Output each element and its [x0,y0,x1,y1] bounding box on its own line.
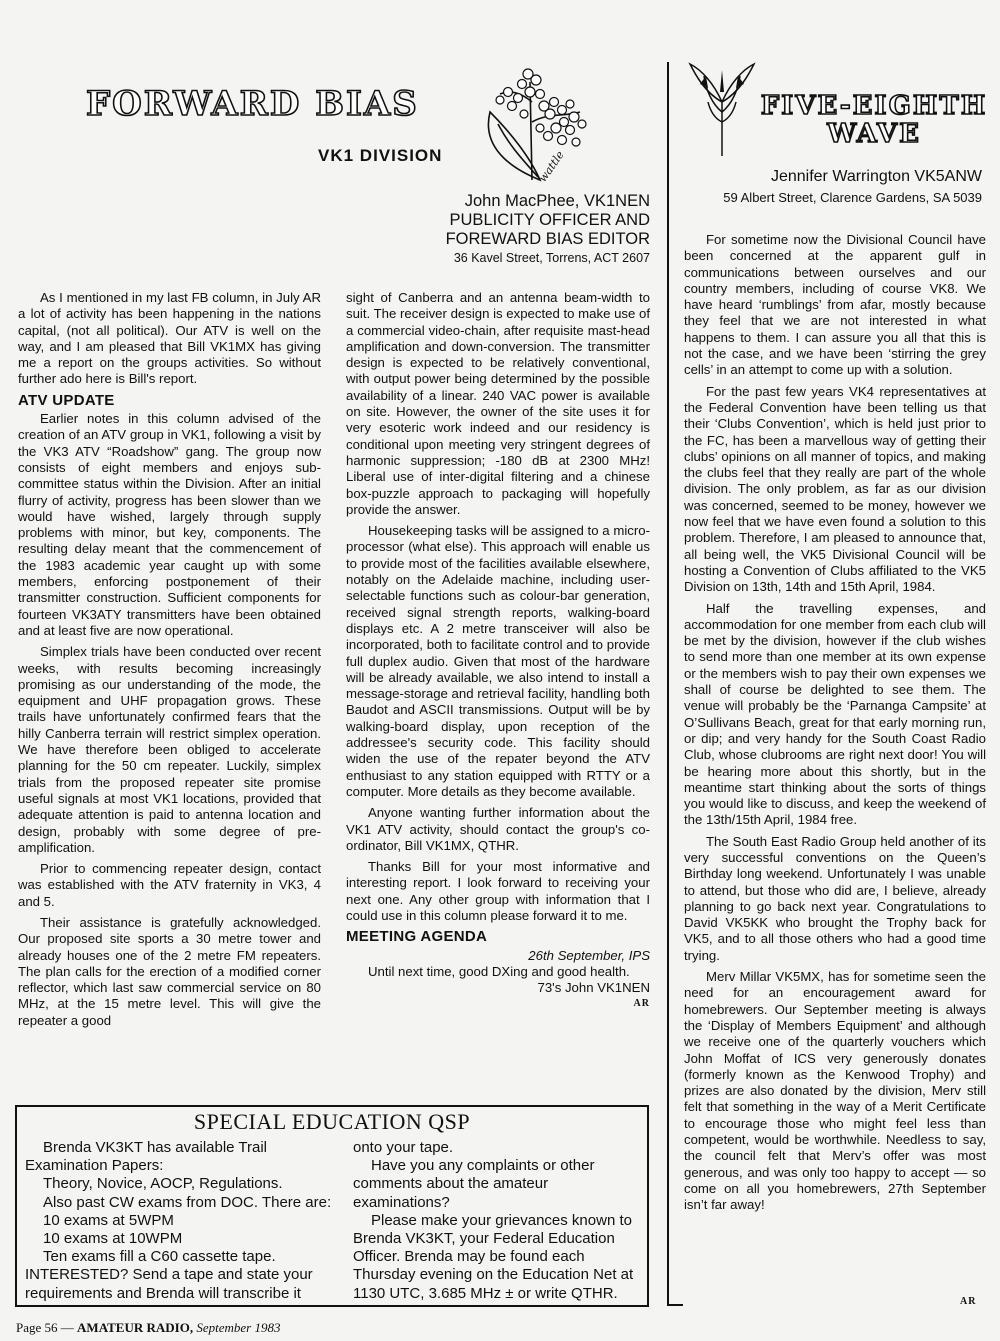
box-line: onto your tape. [353,1139,454,1156]
forward-bias-masthead: FORWARD BIAS [86,84,419,124]
sidebar-divider [667,62,669,1306]
paragraph: Anyone wanting further information about the VK1 ATV activity, should contact the group's co-ordinator, Bill VK1MX, QTHR. [346,805,650,853]
paragraph: As I mentioned in my last FB column, in July AR a lot of activity has been happening in the nations capital, (not all political). Our ATV is well on the way, and I am pleased that Bill VK1MX has giving me a report on the groups activities. So without further ado here is Bill's report. [18,290,321,387]
box-line: Have you any complaints or other comments about the amateur examinations? [353,1157,595,1211]
page-number: Page 56 — [16,1320,78,1335]
paragraph: sight of Canberra and an antenna beam-width to suit. The receiver design is expected to make use of a commercial video-chain, after requisite mast-head amplification and down-conversion. The transmitter design is expected to be relatively conventional, with output power being determined by the possible availability of a linear. 240 VAC power is available on site. However, the owner of the site uses it for very esoteric work indeed and our residency is conditional upon meeting very stringent degrees of harmonic suppression; -180 dB at 2300 MHz! Liberal use of inter-digital filtering and a chinese box-puzzle approach to packaging will hopefully provide the answer. [346,290,650,517]
box-left-column [25,1139,343,1303]
special-education-box [15,1105,649,1307]
paragraph: Until next time, good DXing and good health. [368,963,630,979]
five-eighth-wave-masthead [760,92,988,148]
article-column-2 [346,290,650,1013]
ar-end-mark: AR [633,998,650,1010]
paragraph: Half the travelling expenses, and accommodation for one member from each club will be met by the division, however if the club wishes to send more than one member at its own expense or the members wish to pay their own expenses we shall of course be delighted to see them. The venue will probably be the ‘Parnanga Campsite’ at O’Sullivans Beach, great for that early morning run, or dip; and very handy for the South Coast Radio Club, whose clubrooms are right next door! You will be hearing more about this shortly, but in the meantime start thinking about the sorts of things you would like to discuss, and keep the weekend of the 13th/15th April, 1984 free. [684,600,986,828]
paragraph: The South East Radio Group held another of its very successful conventions on the Queen’s Birthday long weekend. Unfortunately I was unable to attend, but those who did are, I believe, already planning to go back next year. Congratulations to David VK5KK who brought the Trophy back for VK5, and to all those others who had a good time trying. [684,833,986,963]
box-line: INTERESTED? Send a tape and state your requirements and Brenda will transcribe it [25,1266,313,1302]
paragraph: Thanks Bill for your most informative and interesting report. I look forward to receiving your next one. Any other group with information that I could use in this column please forward it to me. [346,859,650,923]
box-line: Theory, Novice, AOCP, Regulations. [43,1175,283,1193]
author-role-1: PUBLICITY OFFICER AND [449,211,650,229]
box-line: Please make your grievances known to Brenda VK3KT, your Federal Education Officer. Brenda may be found each Thursday evening on the Education Net at 1130 UTC, 3.685 MHz ± or write QTHR. [353,1211,634,1302]
box-line: 10 exams at 5WPM [43,1211,174,1229]
magazine-name: AMATEUR RADIO, [77,1320,194,1335]
paragraph: For sometime now the Divisional Council have been concerned at the apparent gulf in communications between ourselves and our country members, including of course VK8. We have heard ‘rumblings’ from afar, mostly because they feel that we are not interested in what happens to them. I can assure you all that this is not the case, and we have been ‘stirring the grey cells’ in an attempt to come up with a solution. [684,232,986,378]
paragraph: Simplex trials have been conducted over recent weeks, with results becoming increasingly promising as our understanding of the mode, the equipment and UHF propagation grows. These trails have unfortunately confirmed fears that the hilly Canberra terrain will restrict simplex operation. We have therefore been obliged to accelerate planning for the 50 cm repeater. Luckily, simplex trials from the proposed repeater site promise useful signals at most VK1 locations, provided that adequate attention is paid to antenna location and design, probably with some degree of pre-amplification. [18,644,321,855]
box-line: 10 exams at 10WPM [43,1230,183,1248]
section-heading: ATV UPDATE [18,391,115,409]
box-title: SPECIAL EDUCATION QSP [193,1109,471,1134]
sidebar-corner-rule [667,1304,683,1306]
byline-block [380,192,650,268]
issue-date: September 1983 [193,1320,281,1335]
box-line: Ten exams fill a C60 cassette tape. [43,1248,276,1266]
signoff: 73's John VK1NEN [537,980,650,996]
masthead-line-2: WAVE [827,119,921,149]
paragraph: Prior to commencing repeater design, contact was established with the ATV fraternity in VK3, 4 and 5. [18,861,321,909]
author-role-2: FOREWARD BIAS EDITOR [445,230,650,248]
agenda-date: 26th September, IPS [528,947,650,963]
paragraph: Merv Millar VK5MX, has for sometime seen the need for an encouragement award for homebrewers. Our September meeting is always the ‘Display of Members Equipment’ and although we receive one of the quarterly vouchers which John Moffat of ICS very generously donates (formerly known as the Kenwood Trophy) and prizes are also donated by the division, Merv still felt that something in the way of a Merit Certificate to encourage those who might feel less than competent, would be worthwhile. Needless to say, the council felt that Merv’s offer was most generous, and was only too happy to accept — so come on all you homebrewers, 27th September isn’t far away! [684,969,986,1213]
sidebar-column [684,232,986,1219]
sidebar-author: Jennifer Warrington VK5ANW [770,168,982,185]
paragraph: For the past few years VK4 representatives at the Federal Convention have been telling us that their ‘Clubs Convention’, which is held just prior to the FC, has been a marvellous way of getting their clubs’ opinions on all manner of topics, and making the clubs feel that they really are part of the whole division. The only problem, as far as our division was concerned, seemed to be money, however we now feel that we have even found a solution to this problem. Therefore, I am pleased to announce that, all being well, the VK5 Divisional Council will be hosting a Convention of Clubs affiliated to the VK5 Division on 13th, 14th and 15th April, 1984. [684,383,986,595]
paragraph: Earlier notes in this column advised of the creation of an ATV group in VK1, following a visit by the VK3 ATV “Roadshow” gang. The group now consists of eight members and enjoys sub-committee status within the Division. After an initial flurry of activity, progress has been slower than we would have wished, largely through supply problems with minor, but key, components. The resulting delay meant that the commencement of the 1983 academic year caught up with some members, enforcing postponement of their transmitter construction. Sufficient components for fourteen VK3ATY transmitters have been obtained and at least five are now operational. [18,411,321,638]
wattle-illustration [470,62,590,192]
masthead-line-1: FIVE-EIGHTH [760,91,988,121]
box-right-column [353,1139,641,1303]
paragraph: Housekeeping tasks will be assigned to a micro-processor (what else). This approach will enable us to provide most of the facilities available elsewhere, notably on the Adelaide machine, including user-selectable functions such as colour-bar generation, received signal strength reports, walking-board displays etc. A 2 metre transceiver will also be incorporated, both to facilitate control and to provide full duplex audio. Given that most of the hardware will be already available, we also intend to install a message-storage and retrieval facility, handling both Baudot and ASCII transmissions. Output will be by walking-board display, upon reception of the addressee's security code. This facility should widen the use of the repater beyond the ATV enthusiast to any station equipped with RTTY or a computer. More details as they become available. [346,523,650,799]
article-column-1 [18,290,321,1034]
box-line: Brenda VK3KT has available Trail Examination Papers: [25,1139,268,1175]
author-name: John MacPhee, VK1NEN [464,192,650,210]
sidebar-address: 59 Albert Street, Clarence Gardens, SA 5039 [723,190,982,205]
division-label: VK1 DIVISION [318,146,443,165]
paragraph: Their assistance is gratefully acknowledged. Our proposed site sports a 30 metre tower and already houses one of the 2 metre FM repeaters. The plan calls for the erection of a modified corner reflector, which last saw commercial service on 80 MHz, at the 15 metre level. This will give the repeater a good [18,914,321,1028]
section-heading: MEETING AGENDA [346,928,488,946]
box-line: Also past CW exams from DOC. There are: [43,1193,332,1211]
author-address: 36 Kavel Street, Torrens, ACT 2607 [453,251,650,265]
page-footer [16,1320,280,1336]
kangaroo-paw-illustration [684,62,760,158]
wattle-label: wattle [536,148,567,185]
sidebar-ar-mark: AR [960,1296,977,1307]
